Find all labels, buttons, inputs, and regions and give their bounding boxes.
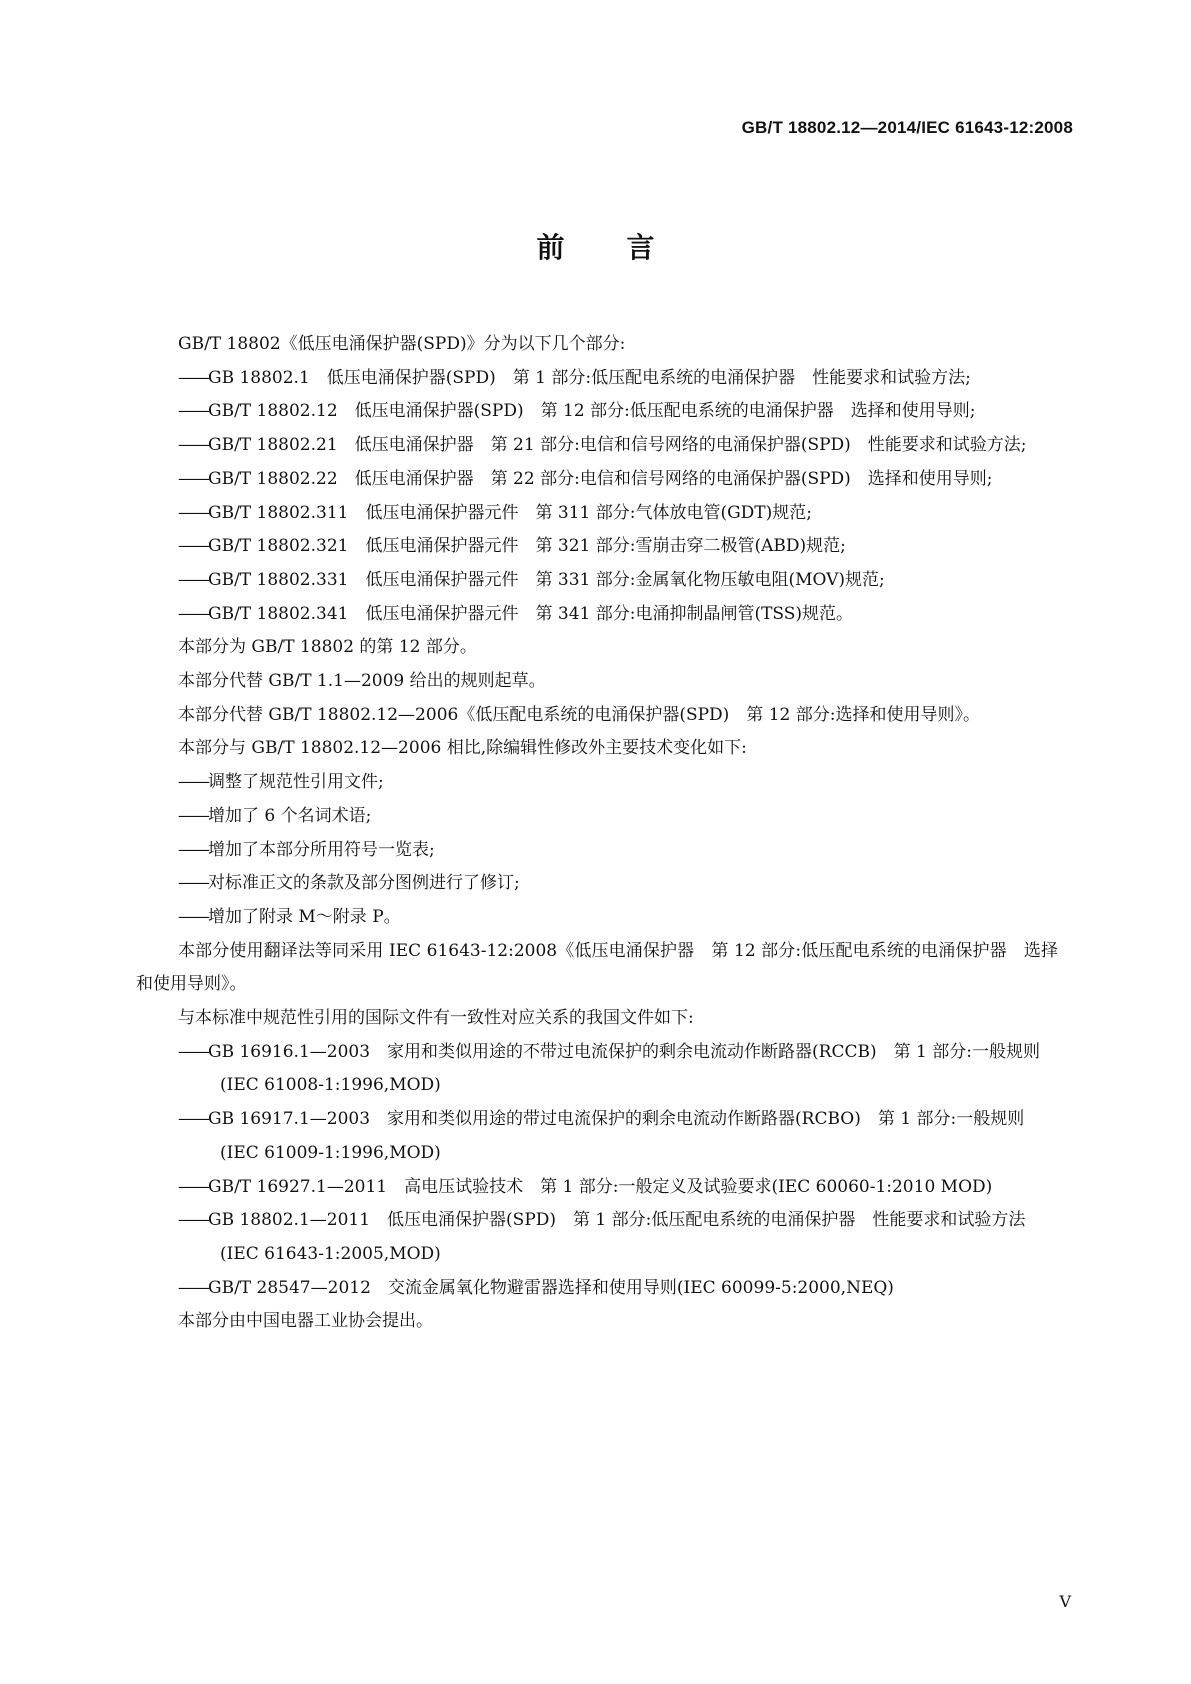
list-item: ——GB/T 18802.331 低压电涌保护器元件 第 331 部分:金属氧化物压敏电阻(MOV)规范;: [178, 569, 885, 590]
changes-list: [136, 766, 1058, 935]
paragraph-replaces: 本部分代替 GB/T 18802.12—2006《低压配电系统的电涌保护器(SPD) 第 12 部分:选择和使用导则》。: [178, 704, 980, 725]
paragraph-drafting-rules: 本部分代替 GB/T 1.1—2009 给出的规则起草。: [178, 671, 546, 692]
list-item: ——GB 16916.1—2003 家用和类似用途的不带过电流保护的剩余电流动作断路器(RCCB) 第 1 部分:一般规则(IEC 61008-1:1996,MOD): [178, 1041, 1040, 1096]
list-item: ——GB/T 18802.311 低压电涌保护器元件 第 311 部分:气体放电管(GDT)规范;: [178, 502, 812, 523]
document-code: GB/T 18802.12—2014/IEC 61643-12:2008: [741, 118, 1073, 137]
paragraph-changes-intro: 本部分与 GB/T 18802.12—2006 相比,除编辑性修改外主要技术变化如下:: [178, 738, 747, 759]
list-item: ——GB/T 28547—2012 交流金属氧化物避雷器选择和使用导则(IEC 60099-5:2000,NEQ): [178, 1277, 894, 1298]
page-number: V: [1059, 1592, 1071, 1611]
list-item: ——增加了附录 M～附录 P。: [178, 906, 401, 927]
paragraph-parts-intro: GB/T 18802《低压电涌保护器(SPD)》分为以下几个部分:: [178, 334, 626, 354]
page-title: [0, 226, 1191, 266]
list-item: ——增加了 6 个名词术语;: [178, 805, 372, 826]
list-item: ——GB/T 16927.1—2011 高电压试验技术 第 1 部分:一般定义及试验要求(IEC 60060-1:2010 MOD): [178, 1176, 993, 1197]
list-item: ——增加了本部分所用符号一览表;: [178, 839, 435, 860]
title-char-1: 前: [536, 231, 565, 264]
list-item: ——GB/T 18802.22 低压电涌保护器 第 22 部分:电信和信号网络的电涌保护器(SPD) 选择和使用导则;: [178, 468, 993, 489]
paragraph-part-number: 本部分为 GB/T 18802 的第 12 部分。: [178, 637, 477, 658]
title-char-2: 言: [626, 231, 655, 264]
list-item: ——GB/T 18802.12 低压电涌保护器(SPD) 第 12 部分:低压配电系统的电涌保护器 选择和使用导则;: [178, 401, 976, 422]
paragraph-proposed-by: 本部分由中国电器工业协会提出。: [178, 1311, 433, 1332]
list-item: ——调整了规范性引用文件;: [178, 772, 384, 793]
list-item: ——对标准正文的条款及部分图例进行了修订;: [178, 873, 520, 894]
document-body: [136, 328, 1058, 1339]
list-item: ——GB/T 18802.341 低压电涌保护器元件 第 341 部分:电涌抑制晶闸管(TSS)规范。: [178, 603, 854, 624]
paragraph-refs-intro: 与本标准中规范性引用的国际文件有一致性对应关系的我国文件如下:: [178, 1008, 694, 1029]
list-item: ——GB 18802.1 低压电涌保护器(SPD) 第 1 部分:低压配电系统的电涌保护器 性能要求和试验方法;: [178, 367, 971, 388]
list-item: ——GB 18802.1—2011 低压电涌保护器(SPD) 第 1 部分:低压配电系统的电涌保护器 性能要求和试验方法(IEC 61643-1:2005,MOD): [178, 1210, 1026, 1264]
parts-list: [136, 362, 1058, 632]
paragraph-translation-method: 本部分使用翻译法等同采用 IEC 61643-12:2008《低压电涌保护器 第 12 部分:低压配电系统的电涌保护器 选择和使用导则》。: [136, 940, 1058, 995]
list-item: ——GB/T 18802.21 低压电涌保护器 第 21 部分:电信和信号网络的电涌保护器(SPD) 性能要求和试验方法;: [178, 435, 1027, 456]
refs-list: [136, 1036, 1058, 1306]
list-item: ——GB 16917.1—2003 家用和类似用途的带过电流保护的剩余电流动作断路器(RCBO) 第 1 部分:一般规则(IEC 61009-1:1996,MOD): [178, 1109, 1025, 1163]
list-item: ——GB/T 18802.321 低压电涌保护器元件 第 321 部分:雪崩击穿二极管(ABD)规范;: [178, 536, 846, 557]
